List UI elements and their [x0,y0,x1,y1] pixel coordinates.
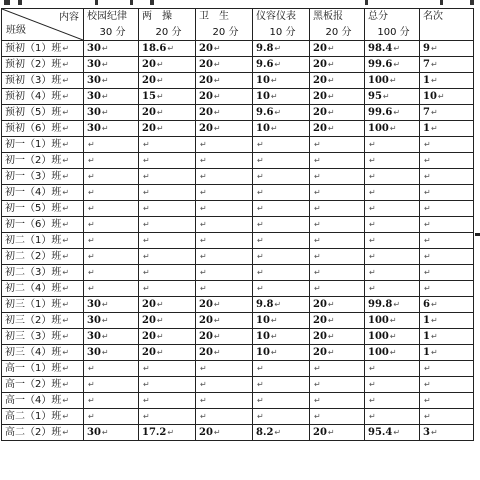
score-cell: 20↵ [310,329,365,345]
score-cell: ↵ [365,153,420,169]
score-cell: 30↵ [84,73,139,89]
score-cell: 20↵ [196,57,253,73]
score-cell: 20↵ [139,57,196,73]
score-cell: 20↵ [196,73,253,89]
class-name-cell: 初二（3）班↵ [2,265,84,281]
score-cell: ↵ [365,185,420,201]
table-row [2,105,474,121]
score-cell: 20↵ [139,313,196,329]
table-row [2,121,474,137]
score-cell: ↵ [196,409,253,425]
column-header: 名次 [420,9,474,41]
score-cell: ↵ [253,265,310,281]
score-cell: 8.2↵ [253,425,310,441]
score-cell: ↵ [310,233,365,249]
score-cell: ↵ [84,393,139,409]
score-cell: ↵ [253,233,310,249]
score-cell: 15↵ [139,89,196,105]
score-cell: ↵ [365,265,420,281]
score-cell: ↵ [139,185,196,201]
score-cell: 20↵ [196,345,253,361]
score-cell: ↵ [365,233,420,249]
score-cell: 10↵ [253,73,310,89]
table-row [2,249,474,265]
score-cell: 95↵ [365,89,420,105]
corner-top-label: 内容 [59,12,79,23]
score-cell: ↵ [139,281,196,297]
score-cell: 100↵ [365,73,420,89]
score-cell: ↵ [253,169,310,185]
cropped-title-strip [0,0,480,8]
class-name-cell: 初三（4）班↵ [2,345,84,361]
score-cell: 30↵ [84,41,139,57]
corner-header [2,9,84,41]
score-cell: 20↵ [196,425,253,441]
score-cell: 20↵ [196,105,253,121]
column-header: 校园纪律 30 分 [84,9,139,41]
score-cell: ↵ [139,233,196,249]
score-cell: ↵ [420,377,474,393]
score-cell: 30↵ [84,345,139,361]
table-row [2,393,474,409]
score-table [1,8,474,441]
score-cell: ↵ [196,249,253,265]
score-cell: 20↵ [310,345,365,361]
score-cell: 20↵ [310,121,365,137]
score-cell: 20↵ [310,425,365,441]
score-cell: ↵ [365,249,420,265]
score-cell: ↵ [139,265,196,281]
score-cell: ↵ [310,185,365,201]
score-cell: ↵ [420,201,474,217]
score-table-body [2,41,474,441]
class-name-cell: 高二（1）班↵ [2,409,84,425]
score-cell: ↵ [310,377,365,393]
score-cell: ↵ [253,361,310,377]
score-cell: ↵ [253,281,310,297]
score-cell: 20↵ [196,297,253,313]
score-cell: ↵ [84,217,139,233]
class-name-cell: 初三（3）班↵ [2,329,84,345]
score-cell: ↵ [139,217,196,233]
score-cell: 20↵ [310,73,365,89]
score-cell: ↵ [420,137,474,153]
table-row [2,425,474,441]
score-cell: 9.8↵ [253,41,310,57]
score-cell: ↵ [84,169,139,185]
score-cell: 10↵ [253,121,310,137]
score-cell: ↵ [84,361,139,377]
table-row [2,377,474,393]
class-name-cell: 高二（2）班↵ [2,425,84,441]
score-cell: ↵ [253,409,310,425]
column-header: 卫 生 20 分 [196,9,253,41]
score-cell: ↵ [310,393,365,409]
score-cell: ↵ [84,153,139,169]
table-row [2,137,474,153]
score-cell: 17.2↵ [139,425,196,441]
score-cell: ↵ [420,249,474,265]
score-cell: 99.6↵ [365,57,420,73]
class-name-cell: 预初（4）班↵ [2,89,84,105]
score-cell: 100↵ [365,313,420,329]
score-cell: ↵ [365,377,420,393]
score-cell: 10↵ [253,329,310,345]
score-cell: 9↵ [420,41,474,57]
score-cell: 1↵ [420,121,474,137]
score-cell: ↵ [139,153,196,169]
score-cell: 30↵ [84,425,139,441]
score-cell: ↵ [139,409,196,425]
score-cell: ↵ [420,185,474,201]
table-row [2,297,474,313]
score-cell: ↵ [365,409,420,425]
score-cell: 3↵ [420,425,474,441]
score-cell: 10↵ [420,89,474,105]
score-cell: 30↵ [84,297,139,313]
score-cell: 20↵ [196,41,253,57]
score-cell: ↵ [310,217,365,233]
class-name-cell: 高一（4）班↵ [2,393,84,409]
table-row [2,345,474,361]
table-row [2,201,474,217]
table-row [2,233,474,249]
class-name-cell: 预初（2）班↵ [2,57,84,73]
score-cell: 30↵ [84,121,139,137]
score-cell: 30↵ [84,105,139,121]
score-cell: ↵ [139,169,196,185]
score-cell: ↵ [84,233,139,249]
score-cell: 10↵ [253,89,310,105]
class-name-cell: 初二（4）班↵ [2,281,84,297]
score-cell: ↵ [196,201,253,217]
score-cell: 99.6↵ [365,105,420,121]
score-cell: 20↵ [139,105,196,121]
score-cell: ↵ [420,393,474,409]
score-cell: ↵ [420,265,474,281]
score-cell: ↵ [420,217,474,233]
score-cell: ↵ [420,409,474,425]
table-row [2,217,474,233]
table-row [2,361,474,377]
score-cell: ↵ [365,361,420,377]
score-cell: ↵ [253,185,310,201]
score-cell: 20↵ [310,313,365,329]
score-cell: ↵ [196,217,253,233]
score-cell: ↵ [84,265,139,281]
score-cell: 9.6↵ [253,105,310,121]
score-cell: ↵ [196,137,253,153]
score-cell: 6↵ [420,297,474,313]
score-cell: ↵ [196,393,253,409]
score-cell: 10↵ [253,313,310,329]
class-name-cell: 初一（6）班↵ [2,217,84,233]
class-name-cell: 初二（1）班↵ [2,233,84,249]
score-cell: 20↵ [310,297,365,313]
score-cell: 9.6↵ [253,57,310,73]
table-row [2,57,474,73]
score-cell: ↵ [420,169,474,185]
class-name-cell: 高一（1）班↵ [2,361,84,377]
score-cell: 20↵ [196,89,253,105]
score-cell: ↵ [365,137,420,153]
score-cell: ↵ [139,249,196,265]
table-row [2,169,474,185]
table-row [2,281,474,297]
score-cell: ↵ [196,265,253,281]
score-cell: ↵ [365,201,420,217]
score-cell: ↵ [310,265,365,281]
score-cell: ↵ [365,393,420,409]
score-cell: 100↵ [365,329,420,345]
class-name-cell: 初一（5）班↵ [2,201,84,217]
table-row [2,185,474,201]
class-name-cell: 初二（2）班↵ [2,249,84,265]
table-row [2,329,474,345]
score-cell: ↵ [196,153,253,169]
score-cell: 20↵ [139,73,196,89]
score-cell: ↵ [365,281,420,297]
score-cell: ↵ [310,361,365,377]
class-name-cell: 预初（6）班↵ [2,121,84,137]
score-cell: ↵ [196,185,253,201]
class-name-cell: 初一（4）班↵ [2,185,84,201]
score-cell: 20↵ [139,345,196,361]
score-cell: ↵ [310,201,365,217]
class-name-cell: 初一（1）班↵ [2,137,84,153]
score-cell: 1↵ [420,73,474,89]
score-cell: ↵ [84,185,139,201]
score-cell: ↵ [365,217,420,233]
score-cell: 30↵ [84,57,139,73]
score-cell: 20↵ [310,89,365,105]
score-cell: 100↵ [365,121,420,137]
score-cell: ↵ [196,377,253,393]
column-header: 两 操 20 分 [139,9,196,41]
score-cell: ↵ [310,169,365,185]
column-header: 仪容仪表 10 分 [253,9,310,41]
score-cell: ↵ [420,153,474,169]
score-cell: 20↵ [310,105,365,121]
score-cell: ↵ [139,137,196,153]
score-cell: ↵ [310,137,365,153]
class-name-cell: 初三（2）班↵ [2,313,84,329]
score-cell: ↵ [310,249,365,265]
score-cell: 20↵ [139,121,196,137]
score-cell: 30↵ [84,329,139,345]
score-cell: ↵ [196,169,253,185]
score-cell: ↵ [253,137,310,153]
score-cell: ↵ [84,201,139,217]
header-row [2,9,474,41]
score-cell: 20↵ [139,329,196,345]
score-cell: 18.6↵ [139,41,196,57]
score-cell: ↵ [139,201,196,217]
score-cell: 20↵ [139,297,196,313]
score-cell: ↵ [420,361,474,377]
score-cell: ↵ [310,153,365,169]
class-name-cell: 初一（3）班↵ [2,169,84,185]
score-cell: 7↵ [420,105,474,121]
score-cell: ↵ [420,233,474,249]
score-cell: ↵ [310,409,365,425]
score-cell: 9.8↵ [253,297,310,313]
score-cell: 20↵ [196,121,253,137]
score-cell: 98.4↵ [365,41,420,57]
score-cell: 30↵ [84,313,139,329]
score-cell: ↵ [253,201,310,217]
score-cell: 30↵ [84,89,139,105]
score-cell: 10↵ [253,345,310,361]
table-row [2,313,474,329]
score-cell: ↵ [365,169,420,185]
score-cell: ↵ [139,377,196,393]
table-row [2,89,474,105]
score-cell: ↵ [84,377,139,393]
class-name-cell: 初一（2）班↵ [2,153,84,169]
score-cell: ↵ [310,281,365,297]
column-header: 黑板报 20 分 [310,9,365,41]
score-cell: ↵ [253,249,310,265]
class-name-cell: 预初（1）班↵ [2,41,84,57]
score-cell: ↵ [420,281,474,297]
score-cell: 20↵ [196,313,253,329]
score-cell: ↵ [253,393,310,409]
page-edge-mark [475,233,480,236]
score-cell: ↵ [196,361,253,377]
score-cell: 1↵ [420,345,474,361]
score-cell: ↵ [139,393,196,409]
table-row [2,409,474,425]
score-cell: ↵ [84,409,139,425]
score-cell: ↵ [84,249,139,265]
score-cell: 20↵ [310,57,365,73]
score-cell: 1↵ [420,329,474,345]
table-row [2,41,474,57]
score-cell: ↵ [84,137,139,153]
score-cell: ↵ [139,361,196,377]
score-cell: ↵ [253,153,310,169]
score-cell: ↵ [84,281,139,297]
score-cell: 100↵ [365,345,420,361]
score-cell: 20↵ [310,41,365,57]
score-cell: ↵ [253,377,310,393]
score-cell: ↵ [253,217,310,233]
class-name-cell: 预初（3）班↵ [2,73,84,89]
score-cell: ↵ [196,233,253,249]
score-cell: ↵ [196,281,253,297]
score-cell: 99.8↵ [365,297,420,313]
column-header: 总分 100 分 [365,9,420,41]
score-cell: 20↵ [196,329,253,345]
score-cell: 95.4↵ [365,425,420,441]
class-name-cell: 高一（2）班↵ [2,377,84,393]
table-row [2,265,474,281]
corner-bottom-label: 班级 [6,25,26,36]
class-name-cell: 初三（1）班↵ [2,297,84,313]
score-cell: 7↵ [420,57,474,73]
class-name-cell: 预初（5）班↵ [2,105,84,121]
score-cell: 1↵ [420,313,474,329]
table-row [2,153,474,169]
table-row [2,73,474,89]
